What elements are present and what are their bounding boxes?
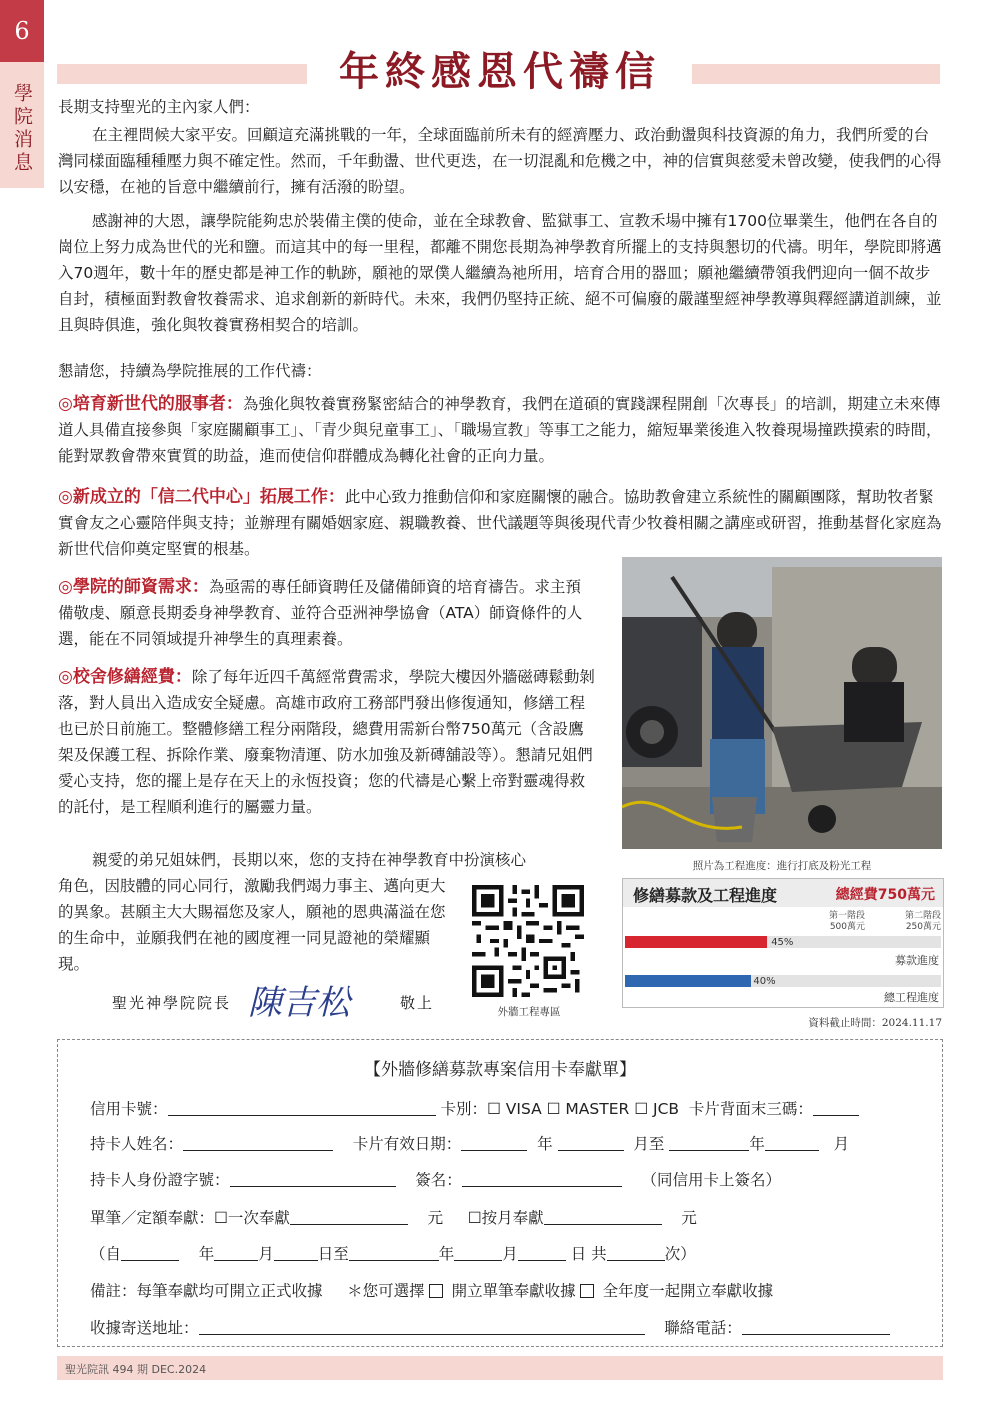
title-decor-left <box>57 64 307 84</box>
from-label: （自 <box>90 1245 122 1263</box>
from-year-label: 年 <box>198 1245 215 1263</box>
prayer-item-body: 除了每年近四千萬經常費需求，學院大樓因外牆磁磚鬆動剝落，對人員出入造成安全疑慮。高雄市政府工務部門發出修復通知，修繕工程也已於日前施工。整體修繕工程分兩階段，總費用需新台幣750萬元（含設鷹架及保護工程、拆除作業、廢棄物清運、防水加強及新磚舖設等）。懇請兄姐們愛心支持，您的擺上是存在天上的永恆投資；您的代禱是心繫上帝對靈魂得救的託付，是工程順利進行的屬靈力量。 <box>58 668 595 816</box>
title-decor-right <box>692 64 940 84</box>
progress-total: 總經費750萬元 <box>835 887 935 903</box>
stage-1-amount: 500萬元 <box>829 922 865 932</box>
card-number-label: 信用卡號： <box>90 1100 168 1118</box>
fundraising-progress-fill <box>625 936 767 948</box>
form-row-id <box>90 1168 781 1190</box>
single-receipt-label: 開立單筆奉獻收據 <box>451 1282 576 1300</box>
footer-bar <box>57 1356 943 1380</box>
prayer-item-heading: ◎新成立的「信二代中心」拓展工作： <box>58 487 345 507</box>
phone-field[interactable] <box>742 1319 890 1335</box>
single-receipt-checkbox[interactable] <box>429 1284 443 1298</box>
times-field[interactable] <box>607 1245 665 1261</box>
paragraph-2: 感謝神的大恩，讓學院能夠忠於裝備主僕的使命，並在全球教會、監獄事工、宣教禾場中擁有1700位畢業生，他們在各自的崗位上努力成為世代的光和鹽。而這其中的每一里程，都離不開您長期為神學教育所擺上的支持與懇切的代禱。明年，學院即將邁入70週年，數十年的歷史都是神工作的軌跡，願祂的眾僕人繼續為祂所用，培育合用的器皿；願祂繼續帶領我們迎向一個不故步自封，積極面對教會牧養需求、追求創新的新時代。未來，我們仍堅持正統、絕不可偏廢的嚴謹聖經神學教導與釋經講道訓練，並且與時俱進，強化與牧養實務相契合的培訓。 <box>58 212 942 334</box>
signature-field[interactable] <box>462 1171 622 1187</box>
day-to-label: 日至 <box>317 1245 349 1263</box>
cvv-label: 卡片背面末三碼： <box>688 1100 813 1118</box>
from-month-label: 月 <box>258 1245 274 1263</box>
year-label-2: 年 <box>749 1135 765 1153</box>
day-total-label: 日 共 <box>570 1245 607 1263</box>
data-as-of: 資料截止時間：2024.11.17 <box>808 1017 942 1029</box>
prayer-item-heading: ◎培育新世代的服事者： <box>58 394 243 414</box>
times-label: 次） <box>664 1245 696 1263</box>
yuan-label: 元 <box>427 1209 444 1227</box>
signature-note: （同信用卡上簽名） <box>641 1171 781 1189</box>
form-row-receipt <box>90 1279 773 1301</box>
progress-header <box>623 879 943 907</box>
monthly-option[interactable]: ☐按月奉獻 <box>467 1209 544 1227</box>
one-time-amount-field[interactable] <box>290 1209 408 1225</box>
from-month-field[interactable] <box>214 1245 258 1261</box>
phone-label: 聯絡電話： <box>664 1319 742 1337</box>
holder-field[interactable] <box>183 1135 333 1151</box>
prayer-item-training <box>58 391 943 469</box>
prayer-item-renovation <box>58 664 596 820</box>
to-year-field[interactable] <box>349 1245 439 1261</box>
qr-caption: 外牆工程專區 <box>497 1006 561 1018</box>
paragraph-1: 在主裡問候大家平安。回顧這充滿挑戰的一年，全球面臨前所未有的經濟壓力、政治動盪與科技資源的角力，我們所愛的台灣同樣面臨種種壓力與不確定性。然而，千年動盪、世代更迭，在一切混亂和危機之中，神的信實與慈愛未曾改變，使我們的心得以安穩，在祂的旨意中繼續前行，擁有活潑的盼望。 <box>58 126 942 196</box>
signature-label: 簽名： <box>415 1171 462 1189</box>
expiry-month-to-field[interactable] <box>765 1135 819 1151</box>
month-to-label: 月至 <box>633 1135 665 1153</box>
prayer-item-body: 此中心致力推動信仰和家庭關懷的融合。協助教會建立系統性的關顧團隊，幫助牧者緊實會友之心靈陪伴與支持；並辦理有關婚姻家庭、親職教養、世代議題等與後現代青少牧養相關之講座或研習，推動基督化家庭為新世代信仰奠定堅實的根基。 <box>58 488 942 558</box>
from-day-field[interactable] <box>274 1245 318 1261</box>
qr-code-icon[interactable] <box>472 885 584 997</box>
prayer-item-heading: ◎學院的師資需求： <box>58 577 209 597</box>
monthly-amount-field[interactable] <box>544 1209 662 1225</box>
to-day-field[interactable] <box>518 1245 566 1261</box>
prayer-item-faculty <box>58 574 596 652</box>
closing-text: 角色，因肢體的同心同行，激勵我們竭力事主、邁向更大的異象。甚願主大大賜福您及家人，願祂的恩典滿溢在您的生命中，並願我們在祂的國度裡一同見證祂的榮耀顯現。 <box>58 877 446 973</box>
receipt-choice-label: ＊您可選擇 <box>347 1282 425 1300</box>
address-field[interactable] <box>199 1319 645 1335</box>
expiry-month-from-field[interactable] <box>558 1135 624 1151</box>
expiry-year-from-field[interactable] <box>461 1135 527 1151</box>
one-time-option[interactable]: 單筆／定額奉獻：☐一次奉獻 <box>90 1209 290 1227</box>
section-label: 學院消息 <box>0 62 44 188</box>
sign-off: 敬上 <box>400 994 435 1012</box>
page-title: 年終感恩代禱信 <box>339 48 661 95</box>
construction-pct: 40% <box>753 976 776 987</box>
cvv-field[interactable] <box>813 1100 859 1116</box>
yearly-receipt-checkbox[interactable] <box>580 1284 594 1298</box>
construction-label: 總工程進度 <box>884 991 939 1004</box>
address-label: 收據寄送地址： <box>90 1319 199 1337</box>
from-year-field[interactable] <box>121 1245 179 1261</box>
yuan-label-2: 元 <box>681 1209 697 1227</box>
to-month-label: 月 <box>502 1245 518 1263</box>
receipt-note: 備註：每筆奉獻均可開立正式收據 <box>90 1282 323 1300</box>
progress-panel <box>622 878 944 1008</box>
prayer-item-heading: ◎校舍修繕經費： <box>58 667 192 687</box>
holder-label: 持卡人姓名： <box>90 1135 184 1153</box>
stage-1-label <box>793 911 865 933</box>
construction-photo <box>622 557 942 849</box>
id-number-label: 持卡人身份證字號： <box>90 1171 230 1189</box>
to-year-label: 年 <box>438 1245 455 1263</box>
year-label: 年 <box>537 1135 553 1153</box>
expiry-label: 卡片有效日期： <box>352 1135 462 1153</box>
greeting: 長期支持聖光的主內家人們： <box>58 98 260 116</box>
form-row-card <box>90 1097 859 1119</box>
month-label: 月 <box>833 1135 850 1153</box>
to-month-field[interactable] <box>454 1245 502 1261</box>
yearly-receipt-label: 全年度一起開立奉獻收據 <box>602 1282 774 1300</box>
form-row-amount <box>90 1206 697 1228</box>
stage-2-label <box>869 911 941 933</box>
fundraising-label: 募款進度 <box>895 954 939 967</box>
progress-title: 修繕募款及工程進度 <box>633 886 778 905</box>
form-row-period <box>90 1242 696 1264</box>
construction-progress-track <box>625 975 941 987</box>
prayer-item-body: 為亟需的專任師資聘任及儲備師資的培育禱告。求主預備敬虔、願意長期委身神學教育、並符合亞洲神學協會（ATA）師資條件的人選，能在不同領域提升神學生的真理素養。 <box>58 578 583 648</box>
id-number-field[interactable] <box>230 1171 396 1187</box>
page-number: 6 <box>0 0 44 62</box>
card-number-field[interactable] <box>168 1100 436 1116</box>
form-title: 【外牆修繕募款專案信用卡奉獻單】 <box>364 1060 636 1080</box>
card-type-label[interactable]: 卡別：☐ VISA ☐ MASTER ☐ JCB <box>440 1100 680 1118</box>
form-row-holder <box>90 1132 849 1154</box>
expiry-year-to-field[interactable] <box>669 1135 749 1151</box>
closing-line-1: 親愛的弟兄姐妹們，長期以來，您的支持在神學教育中扮演核心 <box>92 851 527 869</box>
prayer-intro: 懇請您，持續為學院推展的工作代禱： <box>58 362 322 380</box>
construction-progress-fill <box>625 975 751 987</box>
stage-2-amount: 250萬元 <box>905 922 941 932</box>
handwritten-signature: 陳吉松 <box>248 983 350 1023</box>
footer-issue: 聖光院訊 494 期 DEC.2024 <box>65 1363 207 1376</box>
stage-1-name: 第一階段 <box>828 911 865 921</box>
photo-caption: 照片為工程進度：進行打底及粉光工程 <box>692 860 872 872</box>
form-row-address <box>90 1316 890 1338</box>
prayer-item-body: 為強化與牧養實務緊密結合的神學教育，我們在道碩的實踐課程開創「次專長」的培訓，期建立未來傳道人具備直接參與「家庭關顧事工」、「青少與兒童事工」、「職場宣教」等事工之能力，縮短畢業後進入牧養現場撞跌摸索的時間，能對眾教會帶來實質的助益，進而使信仰群體成為轉化社會的正向力量。 <box>58 395 942 465</box>
stage-2-name: 第二階段 <box>904 911 941 921</box>
prayer-item-second-gen-center <box>58 484 943 562</box>
signature-title: 聖光神學院院長 <box>112 994 232 1012</box>
fundraising-pct: 45% <box>771 937 794 948</box>
